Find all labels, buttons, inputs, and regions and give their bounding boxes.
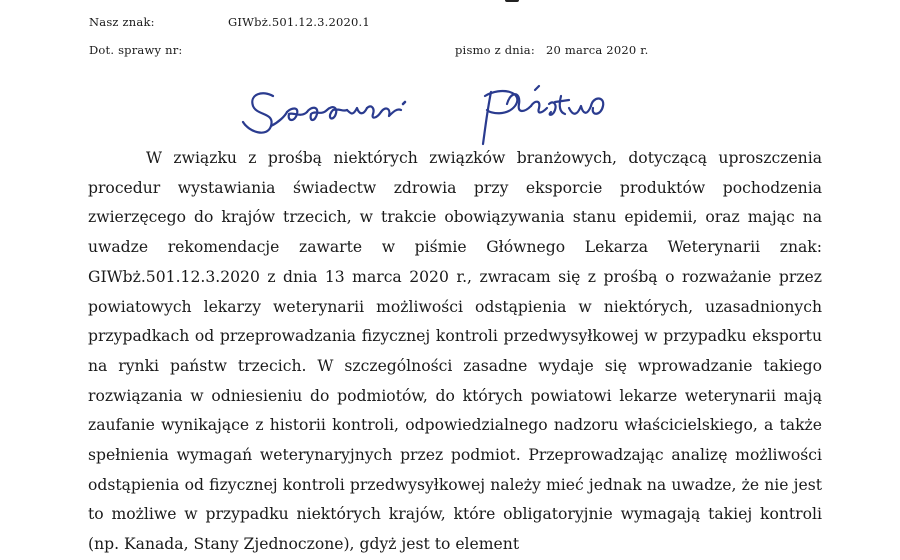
our-ref-value: GIWbż.501.12.3.2020.1 — [228, 15, 370, 29]
our-ref-label: Nasz znak: — [89, 15, 155, 29]
letter-date-label: pismo z dnia: — [455, 43, 535, 57]
scan-mark — [505, 0, 519, 2]
case-ref-label: Dot. sprawy nr: — [89, 43, 183, 57]
letter-body-paragraph: W związku z prośbą niektórych związków branżowych, dotyczącą uproszczenia procedur wystawiania świadectw zdrowia przy eksporcie produktów pochodzenia zwierzęcego do krajów trzecich, w trakcie obowiązywania stanu epidemii, oraz mając na uwadze rekomendacje zawarte w piśmie Głównego Lekarza Weterynarii znak: GIWbż.501.12.3.2020 z dnia 13 marca 2020 r., zwracam się z prośbą o rozważanie przez powiatowych lekarzy weterynarii możliwości odstąpienia w niektórych, uzasadnionych przypadkach od przeprowadzania fizycznej kontroli przedwysyłkowej w przypadku eksportu na rynki państw trzecich. W szczególności zasadne wydaje się wprowadzanie takiego rozwiązania w odniesieniu do podmiotów, do których powiatowi lekarze weterynarii mają zaufanie wynikające z historii kontroli, odpowiedzialnego nadzoru właścicielskiego, a także spełnienia wymagań weterynaryjnych przez podmiot. Przeprowadzając analizę możliwości odstąpienia od fizycznej kontroli przedwysyłkowej należy mieć jednak na uwadze, że nie jest to możliwe w przypadku niektórych krajów, które obligatoryjnie wymagają takiej kontroli (np. Kanada, Stany Zjednoczone), gdyż jest to element — [88, 149, 822, 554]
letter-date-value: 20 marca 2020 r. — [546, 43, 649, 57]
handwritten-salutation — [235, 82, 665, 152]
